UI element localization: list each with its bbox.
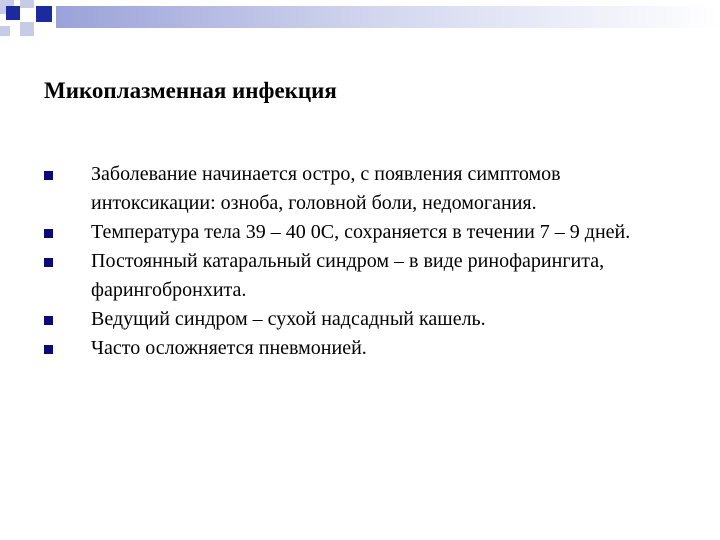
square-bullet-icon — [44, 229, 53, 238]
square-bullet-icon — [44, 171, 53, 180]
header-decoration — [0, 0, 720, 50]
bullet-list — [0, 160, 720, 363]
bullet-item — [0, 218, 720, 247]
bullet-item — [0, 247, 720, 305]
square-bullet-icon — [44, 345, 53, 354]
bullet-item — [0, 160, 720, 218]
bullet-text: Заболевание начинается остро, с появления симптомов интоксикации: озноба, головной боли, недомогания. — [91, 163, 561, 214]
square-bullet-icon — [44, 258, 53, 267]
bullet-text: Ведущий синдром – сухой надсадный кашель. — [91, 308, 486, 330]
bullet-item — [0, 305, 720, 334]
bullet-text: Постоянный катаральный синдром – в виде ринофарингита, фарингобронхита. — [91, 250, 605, 301]
bullet-text: Температура тела 39 – 40 0С, сохраняется в течении 7 – 9 дней. — [91, 221, 631, 243]
slide-title: Микоплазменная инфекция — [44, 78, 337, 103]
bullet-item — [0, 334, 720, 363]
square-bullet-icon — [44, 316, 53, 325]
bullet-text: Часто осложняется пневмонией. — [91, 337, 367, 359]
